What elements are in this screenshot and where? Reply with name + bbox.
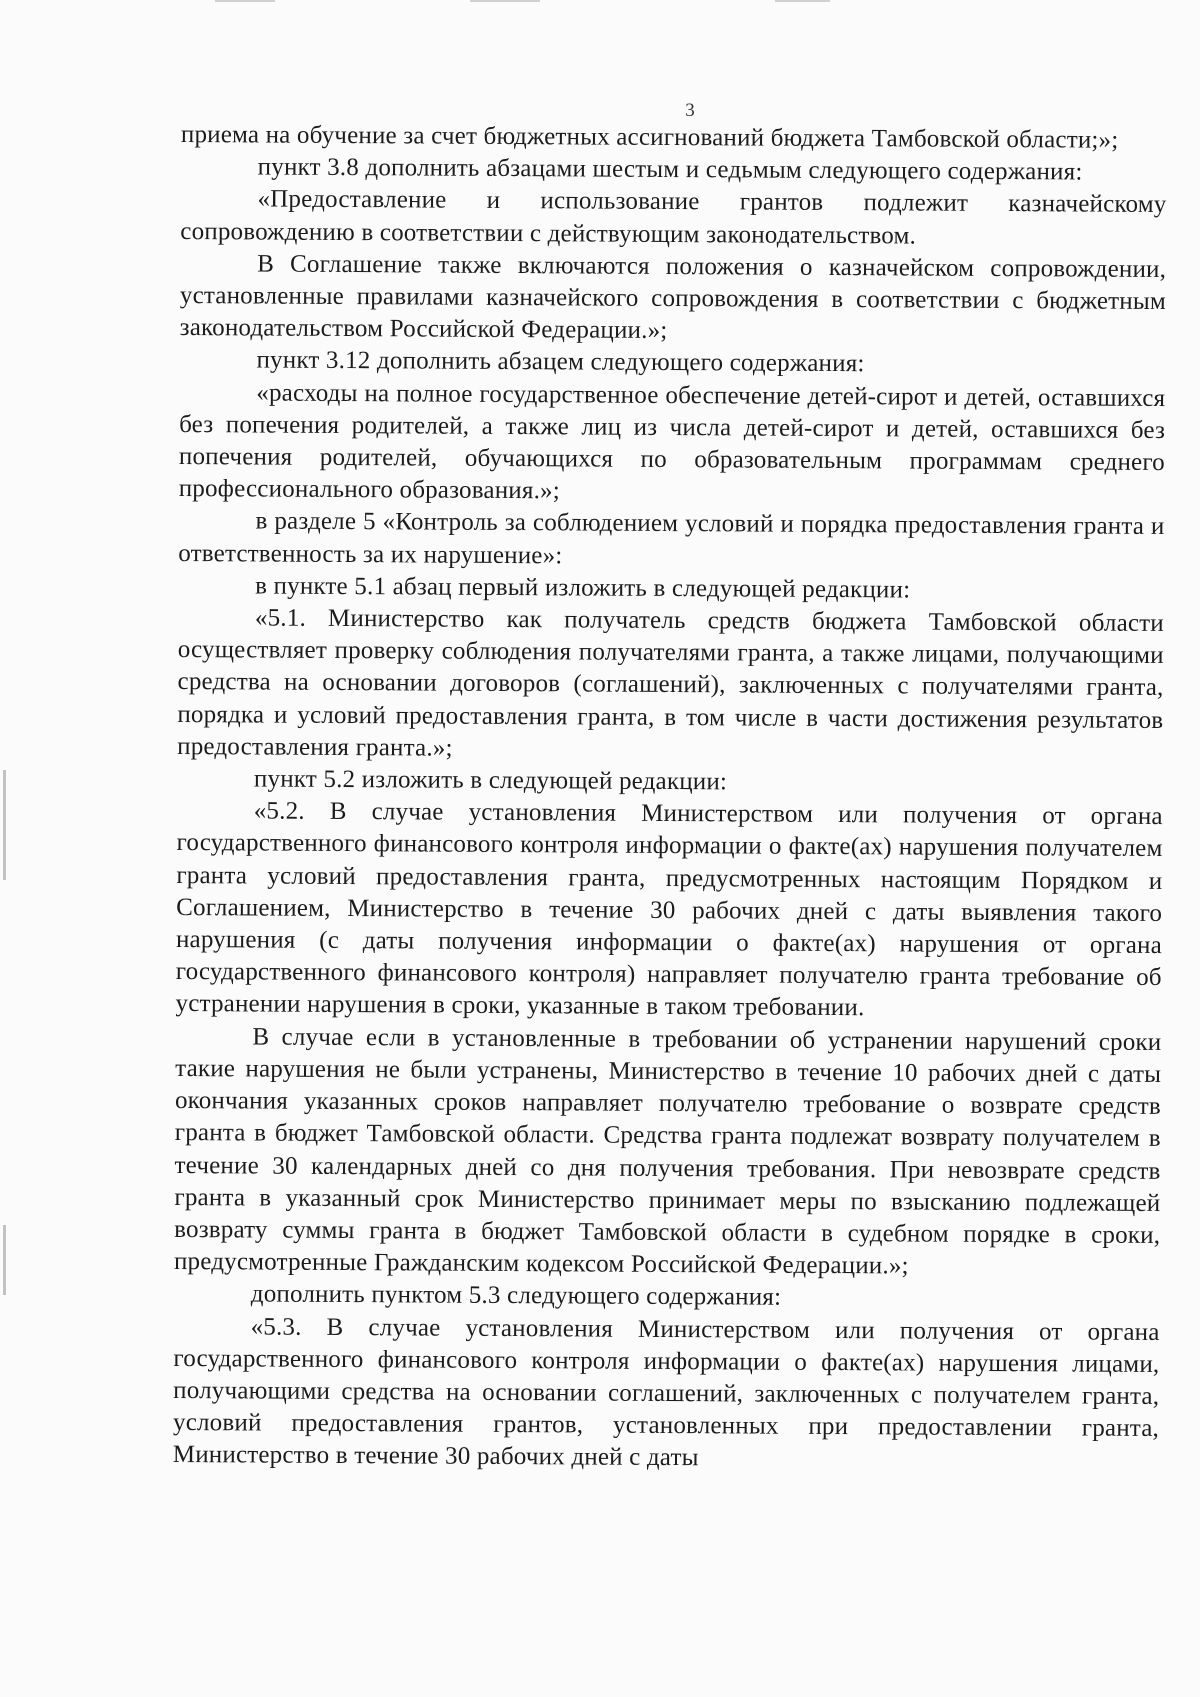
paragraph: В Соглашение также включаются положения о казначейском сопровождении, установленные правилами казначейского сопровождения в соответствии с бюджетным законодательством Российской Федерации.»;: [179, 250, 1167, 345]
paragraph: пункт 5.2 изложить в следующей редакции:: [253, 765, 728, 796]
paragraph: в разделе 5 «Контроль за соблюдением условий и порядка предоставления гранта и ответственность за их нарушение»:: [178, 507, 1165, 569]
page-number: 3: [685, 100, 695, 121]
paragraph: «5.1. Министерство как получатель средств бюджета Тамбовской области осуществляет проверку соблюдения получателями гранта, а также лицами, получающими средства на основании договоров (соглашений), заключенных с получателями гранта, порядка и условий предоставления гранта, в том числе в части достижения результатов предоставления гранта.»;: [177, 604, 1165, 762]
paragraph: В случае если в установленные в требовании об устранении нарушений сроки такие нарушения не были устранены, Министерство в течение 10 рабочих дней с даты окончания указанных сроков направляет получателю требование о возврате средств гранта в бюджет Тамбовской области. Средства гранта подлежат возврату получателем в течение 30 календарных дней со дня получения требования. При невозврате средств гранта в указанный срок Министерство принимает меры по взысканию подлежащей возврату суммы гранта в бюджет Тамбовской области в судебном порядке в сроки, предусмотренные Гражданским кодексом Российской Федерации.»;: [173, 1023, 1162, 1280]
document-body: [173, 119, 1167, 1478]
paragraph: приема на обучение за счет бюджетных ассигнований бюджета Тамбовской области;»;: [180, 120, 1119, 154]
paragraph: пункт 3.12 дополнить абзацем следующего содержания:: [256, 346, 865, 378]
paragraph: в пункте 5.1 абзац первый изложить в следующей редакции:: [255, 572, 911, 604]
scan-artifact: [215, 0, 275, 2]
scan-artifact: [470, 0, 540, 2]
paragraph: «расходы на полное государственное обеспечение детей-сирот и детей, оставшихся без попечения родителей, а также лиц из числа детей-сирот и детей, оставшихся без попечения родителей, обучающихся по образовательным программам среднего профессионального образования.»;: [178, 379, 1166, 505]
paragraph: дополнить пунктом 5.3 следующего содержания:: [250, 1280, 782, 1312]
paragraph: пункт 3.8 дополнить абзацами шестым и седьмым следующего содержания:: [257, 153, 1083, 186]
paragraph: «5.2. В случае установления Министерством или получения от органа государственного финансового контроля информации о факте(ах) нарушения получателем гранта условий предоставления гранта, предусмотренных настоящим Порядком и Соглашением, Министерство в течение 30 рабочих дней с даты выявления такого нарушения (с даты получения информации о факте(ах) нарушения от органа государственного финансового контроля) направляет получателю гранта требование об устранении нарушения в сроки, указанные в таком требовании.: [175, 797, 1163, 1022]
scan-artifact: [775, 0, 830, 2]
paragraph: «Предоставление и использование грантов подлежит казначейскому сопровождению в соответствии с действующим законодательством.: [180, 185, 1167, 250]
scan-artifact: [3, 770, 6, 880]
paragraph: «5.3. В случае установления Министерством или получения от органа государственного финансового контроля информации о факте(ах) нарушения лицами, получающими средства на основании соглашений, заключенных с получателем гранта, условий предоставления грантов, установленных при предоставлении гранта, Министерство в течение 30 рабочих дней с даты: [172, 1312, 1160, 1472]
scan-artifact: [3, 1225, 6, 1295]
